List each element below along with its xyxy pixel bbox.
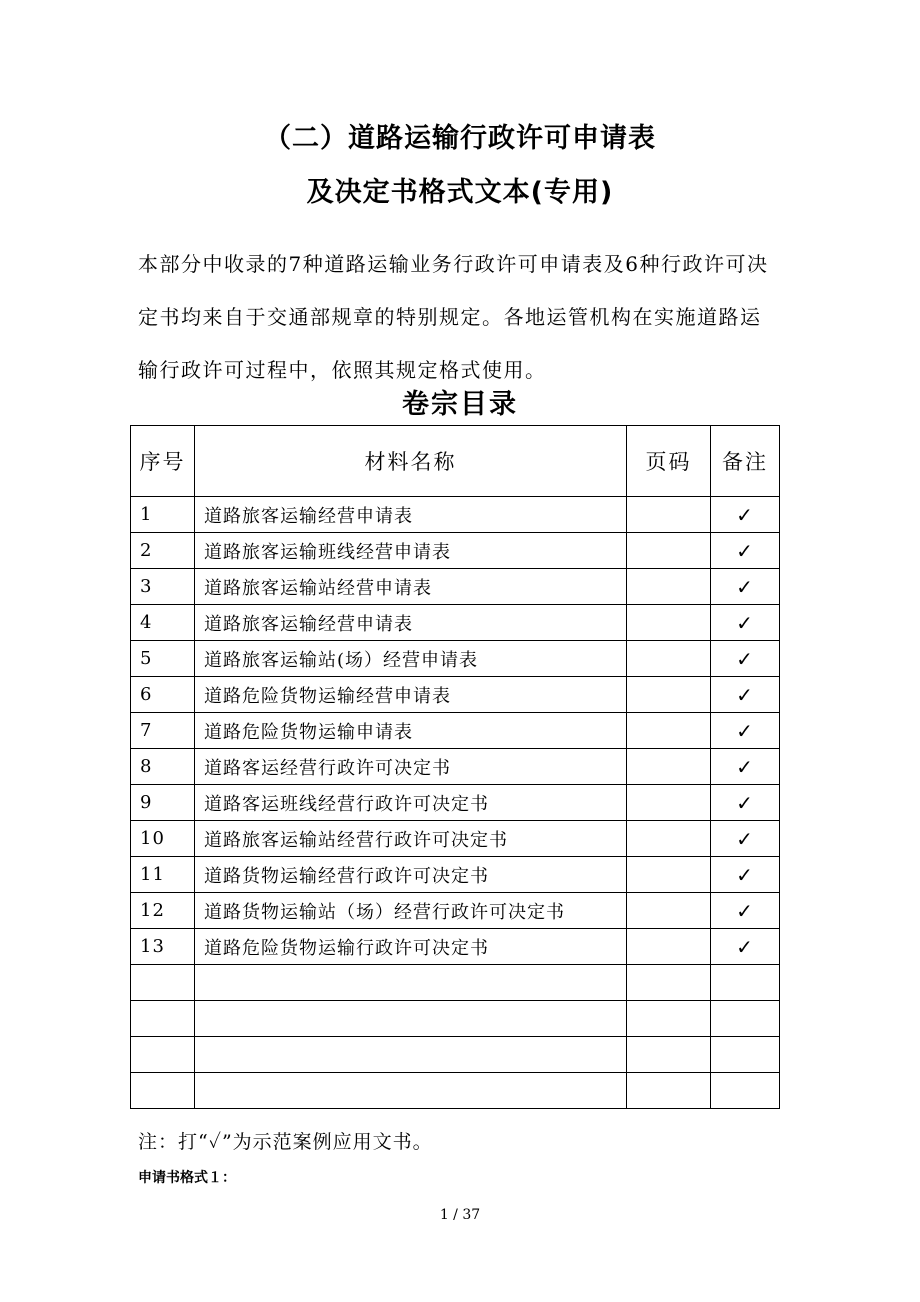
row-material-name <box>195 965 627 1001</box>
table-row <box>131 821 780 857</box>
row-remark: ✓ <box>711 569 780 605</box>
row-material-name: 道路旅客运输站经营申请表 <box>195 569 627 605</box>
document-title: （二）道路运输行政许可申请表 <box>264 123 656 154</box>
header-page: 页码 <box>627 426 711 497</box>
row-material-name: 道路货物运输站（场）经营行政许可决定书 <box>195 893 627 929</box>
row-remark <box>711 965 780 1001</box>
row-remark: ✓ <box>711 605 780 641</box>
row-material-name: 道路旅客运输班线经营申请表 <box>195 533 627 569</box>
row-page <box>627 893 711 929</box>
row-number: 5 <box>131 641 195 677</box>
row-page <box>627 1001 711 1037</box>
table-row <box>131 1037 780 1073</box>
table-row <box>131 713 780 749</box>
row-remark: ✓ <box>711 821 780 857</box>
note-text: 注：打“✓”为示范案例应用文书。 <box>138 1131 433 1153</box>
row-remark: ✓ <box>711 641 780 677</box>
row-number <box>131 1001 195 1037</box>
row-page <box>627 1073 711 1109</box>
row-page <box>627 533 711 569</box>
row-remark <box>711 1001 780 1037</box>
toc-body <box>131 497 780 1109</box>
row-remark: ✓ <box>711 785 780 821</box>
intro-line: 本部分中收录的7种道路运输业务行政许可申请表及6种行政许可决 <box>138 252 769 276</box>
table-row <box>131 605 780 641</box>
row-page <box>627 821 711 857</box>
toc-table <box>130 425 780 1109</box>
row-number <box>131 1073 195 1109</box>
intro-line: 输行政许可过程中，依照其规定格式使用。 <box>138 358 547 382</box>
page-number: 1 / 37 <box>439 1207 481 1223</box>
table-row <box>131 1001 780 1037</box>
intro-paragraph <box>138 238 788 397</box>
table-row <box>131 893 780 929</box>
row-number: 4 <box>131 605 195 641</box>
row-remark: ✓ <box>711 929 780 965</box>
row-page <box>627 857 711 893</box>
intro-line: 定书均来自于交通部规章的特别规定。各地运管机构在实施道路运 <box>138 305 762 329</box>
row-remark: ✓ <box>711 533 780 569</box>
table-row <box>131 965 780 1001</box>
row-number: 8 <box>131 749 195 785</box>
table-row <box>131 749 780 785</box>
row-page <box>627 749 711 785</box>
row-page <box>627 605 711 641</box>
row-material-name: 道路危险货物运输行政许可决定书 <box>195 929 627 965</box>
table-header-row <box>131 426 780 497</box>
row-remark: ✓ <box>711 677 780 713</box>
row-number: 11 <box>131 857 195 893</box>
row-remark: ✓ <box>711 713 780 749</box>
row-material-name: 道路货物运输经营行政许可决定书 <box>195 857 627 893</box>
table-row <box>131 1073 780 1109</box>
table-row <box>131 569 780 605</box>
header-remark: 备注 <box>711 426 780 497</box>
document-subtitle: 及决定书格式文本(专用) <box>306 177 614 208</box>
row-remark: ✓ <box>711 893 780 929</box>
row-material-name <box>195 1037 627 1073</box>
header-number: 序号 <box>131 426 195 497</box>
table-row <box>131 677 780 713</box>
row-material-name: 道路旅客运输站(场）经营申请表 <box>195 641 627 677</box>
row-page <box>627 965 711 1001</box>
row-material-name: 道路旅客运输经营申请表 <box>195 497 627 533</box>
row-number: 10 <box>131 821 195 857</box>
row-material-name <box>195 1073 627 1109</box>
row-page <box>627 677 711 713</box>
header-name: 材料名称 <box>195 426 627 497</box>
row-number: 13 <box>131 929 195 965</box>
row-material-name: 道路危险货物运输经营申请表 <box>195 677 627 713</box>
table-row <box>131 533 780 569</box>
row-number: 2 <box>131 533 195 569</box>
row-page <box>627 929 711 965</box>
toc-heading: 卷宗目录 <box>402 389 518 420</box>
row-page <box>627 641 711 677</box>
row-number <box>131 1037 195 1073</box>
row-remark <box>711 1037 780 1073</box>
row-page <box>627 713 711 749</box>
row-number <box>131 965 195 1001</box>
row-page <box>627 497 711 533</box>
row-material-name: 道路客运班线经营行政许可决定书 <box>195 785 627 821</box>
table-row <box>131 641 780 677</box>
row-material-name: 道路客运经营行政许可决定书 <box>195 749 627 785</box>
row-material-name: 道路旅客运输经营申请表 <box>195 605 627 641</box>
row-remark: ✓ <box>711 857 780 893</box>
table-row <box>131 857 780 893</box>
row-number: 1 <box>131 497 195 533</box>
row-number: 6 <box>131 677 195 713</box>
row-page <box>627 569 711 605</box>
row-material-name <box>195 1001 627 1037</box>
row-page <box>627 1037 711 1073</box>
row-remark <box>711 1073 780 1109</box>
form-format-label: 申请书格式１： <box>138 1170 236 1186</box>
table-row <box>131 785 780 821</box>
row-remark: ✓ <box>711 497 780 533</box>
row-page <box>627 785 711 821</box>
row-number: 7 <box>131 713 195 749</box>
row-number: 3 <box>131 569 195 605</box>
row-number: 12 <box>131 893 195 929</box>
row-material-name: 道路旅客运输站经营行政许可决定书 <box>195 821 627 857</box>
row-number: 9 <box>131 785 195 821</box>
row-remark: ✓ <box>711 749 780 785</box>
row-material-name: 道路危险货物运输申请表 <box>195 713 627 749</box>
table-row <box>131 497 780 533</box>
table-row <box>131 929 780 965</box>
